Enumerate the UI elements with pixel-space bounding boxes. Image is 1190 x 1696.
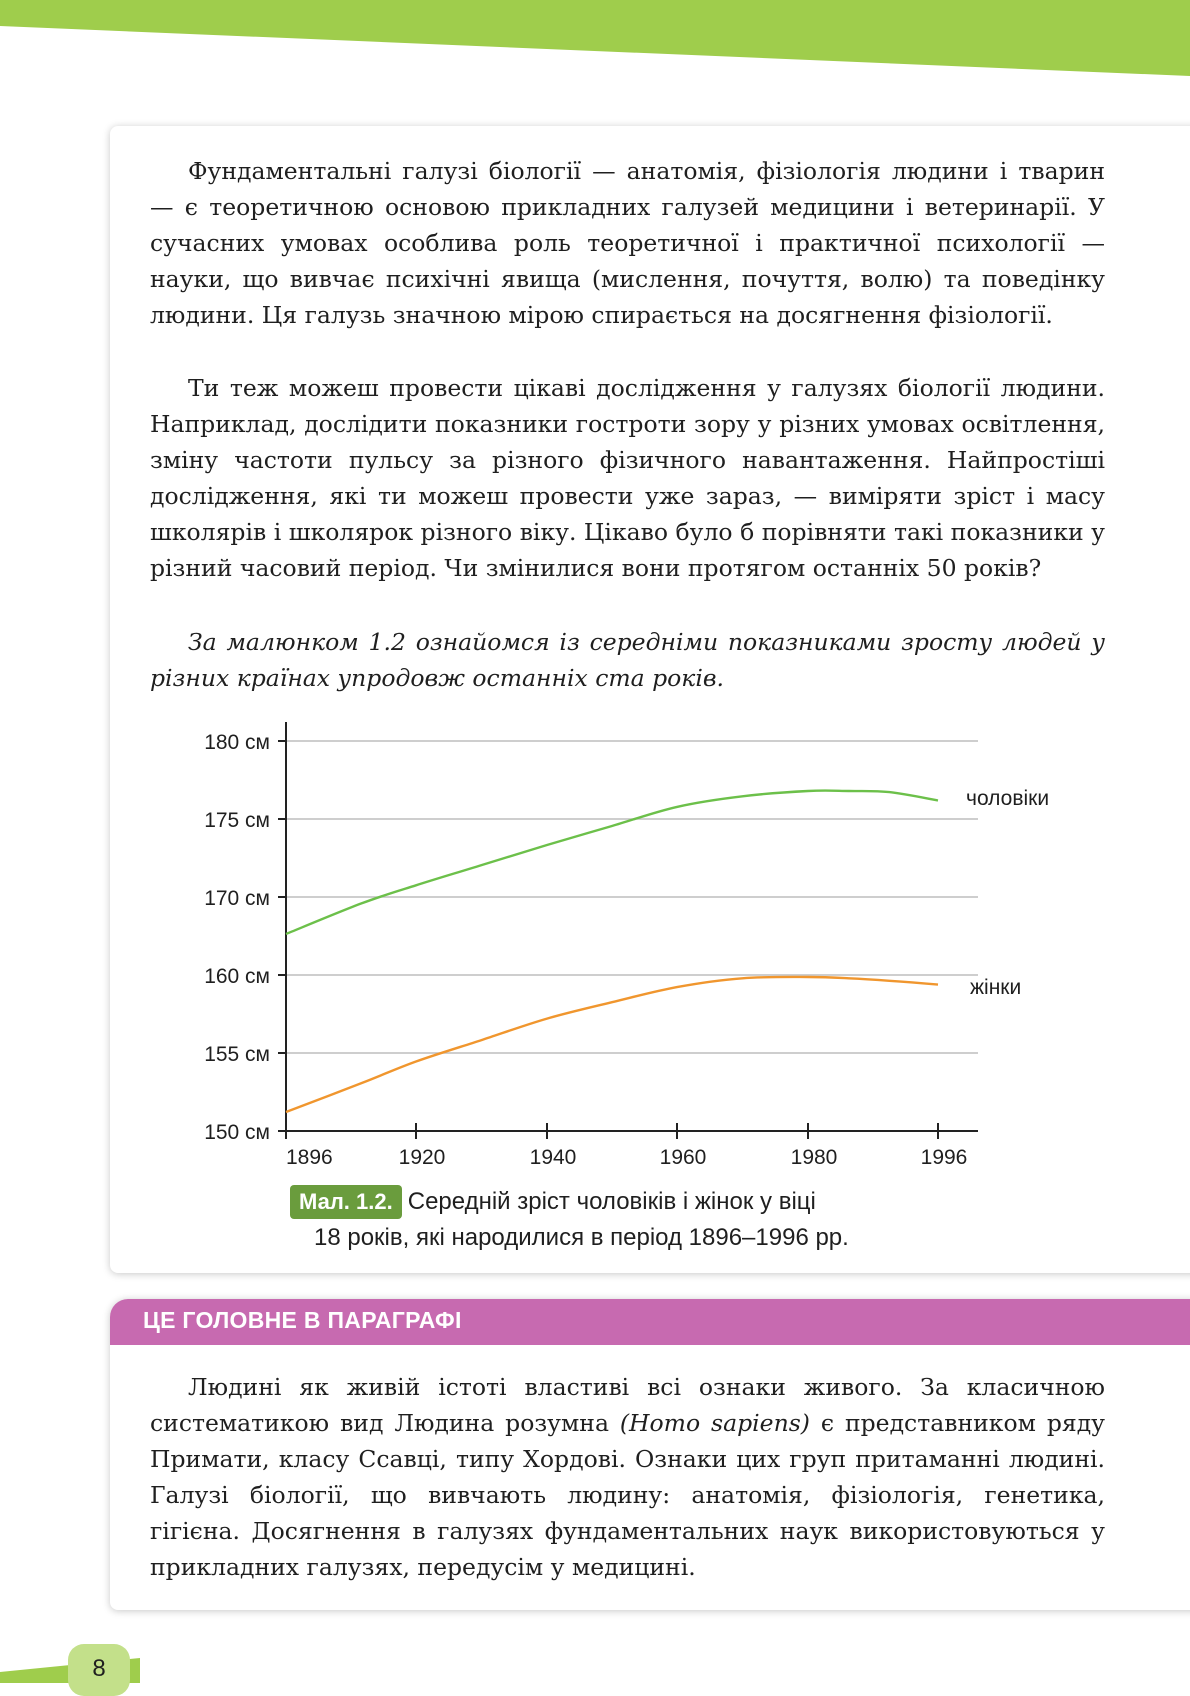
summary-text-end: є представником ряду Примати, класу Ссавці, типу Хордові. Ознаки цих груп притаманні людині. Галузі біології, що вивчають людину: анатомія, фізіологія, генетика, гігієна. Досягнення в галузях фундаментальних наук використовуються у прикладних галузях, передусім у медицині. <box>150 1409 1105 1581</box>
paragraph-2: Ти теж можеш провести цікаві дослідження у галузях біології людини. Наприклад, дослідити показники гостроти зору у різних умовах освітлення, зміну частоти пульсу за різного фізичного навантаження. Найпростіші дослідження, які ти можеш провести уже зараз, — виміряти зріст і масу школярів і школярок різного віку. Цікаво було б порівняти такі показники у різний часовий період. Чи змінилися вони протягом останніх 50 років? <box>150 374 1105 582</box>
chart-gridlines <box>286 741 978 1053</box>
x-tick-label: 1940 <box>529 1146 577 1169</box>
summary-title: ЦЕ ГОЛОВНЕ В ПАРАГРАФІ <box>143 1307 462 1333</box>
y-tick-label: 180 см <box>204 731 270 754</box>
paragraph-1: Фундаментальні галузі біології — анатомія, фізіологія людини і тварин — є теоретичною основою прикладних галузей медицини і ветеринарії. У сучасних умовах особлива роль теоретичної і практичної психології — науки, що вивчає психічні явища (мислення, почуття, волю) та поведінку людини. Ця галузь значною мірою спирається на досягнення фізіології. <box>150 157 1105 329</box>
summary-text-start: Людині як живій істоті властиві всі ознаки живого. За класичною систематикою вид Людина розумна <box>150 1373 1105 1437</box>
chart-axes <box>286 722 978 1131</box>
x-tick-label: 1920 <box>398 1146 446 1169</box>
series-label-men: чоловіки <box>966 787 1050 810</box>
series-line-women <box>286 977 938 1112</box>
summary-header <box>110 1299 1190 1345</box>
x-tick-label: 1980 <box>790 1146 838 1169</box>
y-tick-label: 160 см <box>204 965 270 988</box>
series-line-men <box>286 791 938 934</box>
latin-species-name: (Homo sapiens) <box>619 1409 810 1437</box>
x-tick-label: 1960 <box>659 1146 707 1169</box>
series-label-women: жінки <box>970 976 1022 999</box>
y-tick-label: 155 см <box>204 1043 270 1066</box>
y-tick-label: 150 см <box>204 1121 270 1144</box>
x-tick-label: 1896 <box>286 1146 333 1169</box>
y-tick-label: 175 см <box>204 809 270 832</box>
figure-label-badge: Мал. 1.2. <box>290 1185 402 1219</box>
figure-caption <box>290 1184 1010 1256</box>
summary-text <box>150 1369 1105 1585</box>
paragraph-3-italic: За малюнком 1.2 ознайомся із середніми показниками зросту людей у різних країнах упродовж останніх ста років. <box>150 628 1105 692</box>
page-number: 8 <box>68 1644 130 1696</box>
caption-line-1: Середній зріст чоловіків і жінок у віці <box>407 1188 816 1215</box>
y-tick-label: 170 см <box>204 887 270 910</box>
caption-line-2: 18 років, які народилися в період 1896–1996 рр. <box>314 1224 849 1251</box>
x-tick-label: 1996 <box>920 1146 968 1169</box>
